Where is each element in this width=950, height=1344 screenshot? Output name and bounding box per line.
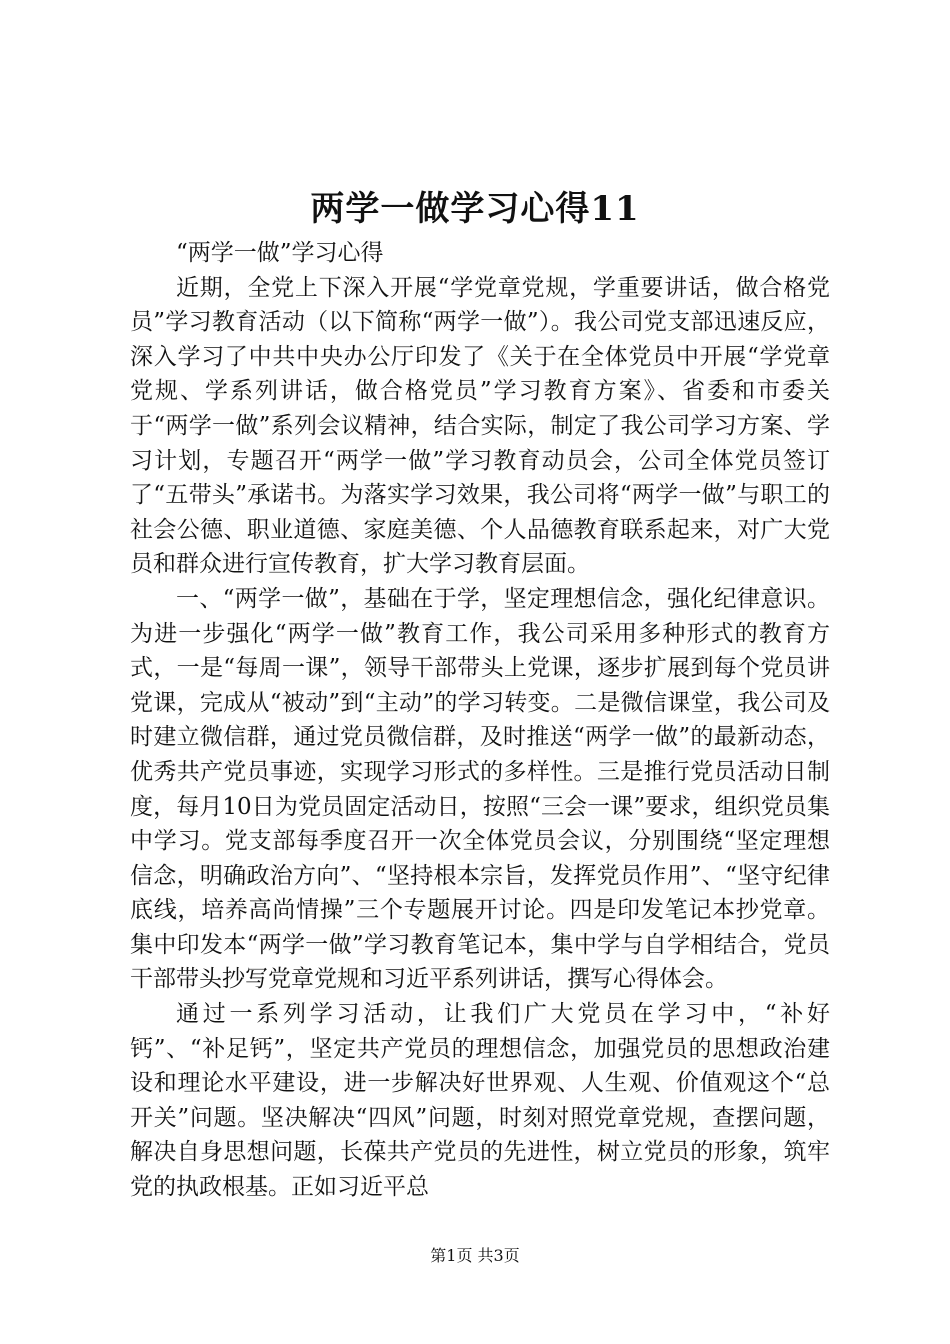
subtitle-paragraph: “两学一做”学习心得 [176,240,384,266]
document-title: 两学一做学习心得11 [310,189,640,229]
document-body [130,236,830,1205]
body-paragraph: 通过一系列学习活动，让我们广大党员在学习中，“补好钙”、“补足钙”，坚定共产党员的理想信念，加强党员的思想政治建设和理论水平建设，进一步解决好世界观、人生观、价值观这个“总开关”问题。坚决解决“四风”问题，时刻对照党章党规，查摆问题，解决自身思想问题，长葆共产党员的先进性，树立党员的形象，筑牢党的执政根基。正如习近平总 [130,1001,830,1201]
page-footer: 第1页 共3页 [430,1246,520,1265]
body-paragraph: 近期，全党上下深入开展“学党章党规，学重要讲话，做合格党员”学习教育活动（以下简称“两学一做”）。我公司党支部迅速反应，深入学习了中共中央办公厅印发了《关于在全体党员中开展“学党章党规、学系列讲话，做合格党员”学习教育方案》、省委和市委关于“两学一做”系列会议精神，结合实际，制定了我公司学习方案、学习计划，专题召开“两学一做”学习教育动员会，公司全体党员签订了“五带头”承诺书。为落实学习效果，我公司将“两学一做”与职工的社会公德、职业道德、家庭美德、个人品德教育联系起来，对广大党员和群众进行宣传教育，扩大学习教育层面。 [130,274,830,578]
body-paragraph: 一、“两学一做”，基础在于学，坚定理想信念，强化纪律意识。为进一步强化“两学一做”教育工作，我公司采用多种形式的教育方式，一是“每周一课”，领导干部带头上党课，逐步扩展到每个党员讲党课，完成从“被动”到“主动”的学习转变。二是微信课堂，我公司及时建立微信群，通过党员微信群，及时推送“两学一做”的最新动态，优秀共产党员事迹，实现学习形式的多样性。三是推行党员活动日制度，每月10日为党员固定活动日，按照“三会一课”要求，组织党员集中学习。党支部每季度召开一次全体党员会议，分别围绕“坚定理想信念，明确政治方向”、“坚持根本宗旨，发挥党员作用”、“坚守纪律底线，培养高尚情操”三个专题展开讨论。四是印发笔记本抄党章。集中印发本“两学一做”学习教育笔记本，集中学与自学相结合，党员干部带头抄写党章党规和习近平系列讲话，撰写心得体会。 [130,585,830,993]
